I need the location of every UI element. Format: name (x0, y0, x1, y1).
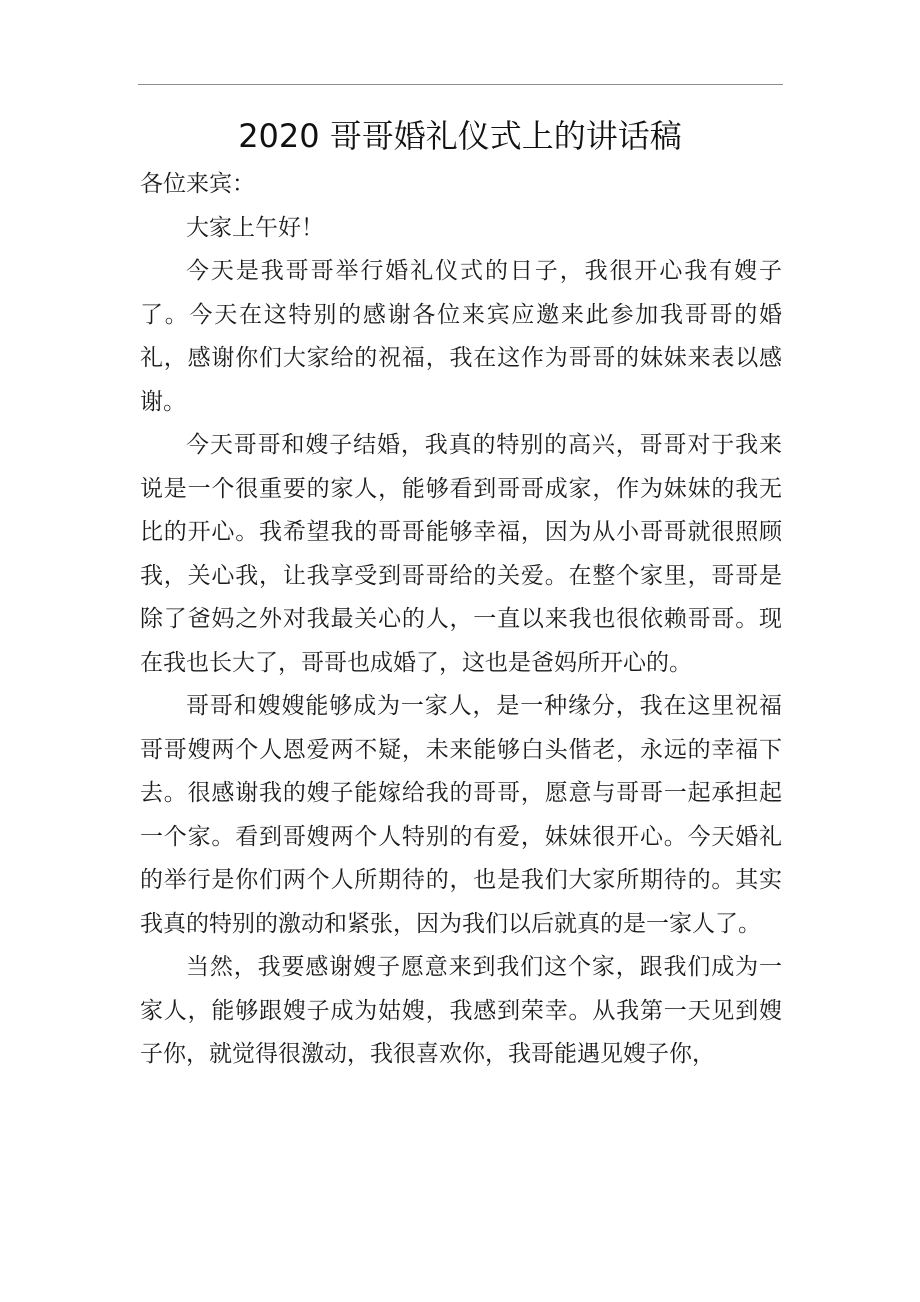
paragraph-greeting: 大家上午好！ (186, 214, 324, 241)
paragraph: 哥哥和嫂嫂能够成为一家人，是一种缘分，我在这里祝福哥哥嫂两个人恩爱两不疑，未来能够白头偕老，永远的幸福下去。很感谢我的嫂子能嫁给我的哥哥，愿意与哥哥一起承担起一个家。看到哥嫂两个人特别的有爱，妹妹很开心。今天婚礼的举行是你们两个人所期待的，也是我们大家所期待的。其实我真的特别的激动和紧张，因为我们以后就真的是一家人了。 (140, 693, 782, 937)
salutation: 各位来宾： (140, 171, 255, 197)
document-title: 2020 哥哥婚礼仪式上的讲话稿 (238, 117, 682, 155)
paragraph: 当然，我要感谢嫂子愿意来到我们这个家，跟我们成为一家人，能够跟嫂子成为姑嫂，我感到荣幸。从我第一天见到嫂子你，就觉得很激动，我很喜欢你，我哥能遇见嫂子你， (140, 954, 782, 1067)
document-body (140, 163, 782, 1077)
header-rule (138, 84, 783, 85)
paragraph: 今天是我哥哥举行婚礼仪式的日子，我很开心我有嫂子了。今天在这特别的感谢各位来宾应邀来此参加我哥哥的婚礼，感谢你们大家给的祝福，我在这作为哥哥的妹妹来表以感谢。 (140, 258, 782, 415)
paragraph: 今天哥哥和嫂子结婚，我真的特别的高兴，哥哥对于我来说是一个很重要的家人，能够看到哥哥成家，作为妹妹的我无比的开心。我希望我的哥哥能够幸福，因为从小哥哥就很照顾我，关心我，让我享受到哥哥给的关爱。在整个家里，哥哥是除了爸妈之外对我最关心的人，一直以来我也很依赖哥哥。现在我也长大了，哥哥也成婚了，这也是爸妈所开心的。 (140, 432, 782, 676)
